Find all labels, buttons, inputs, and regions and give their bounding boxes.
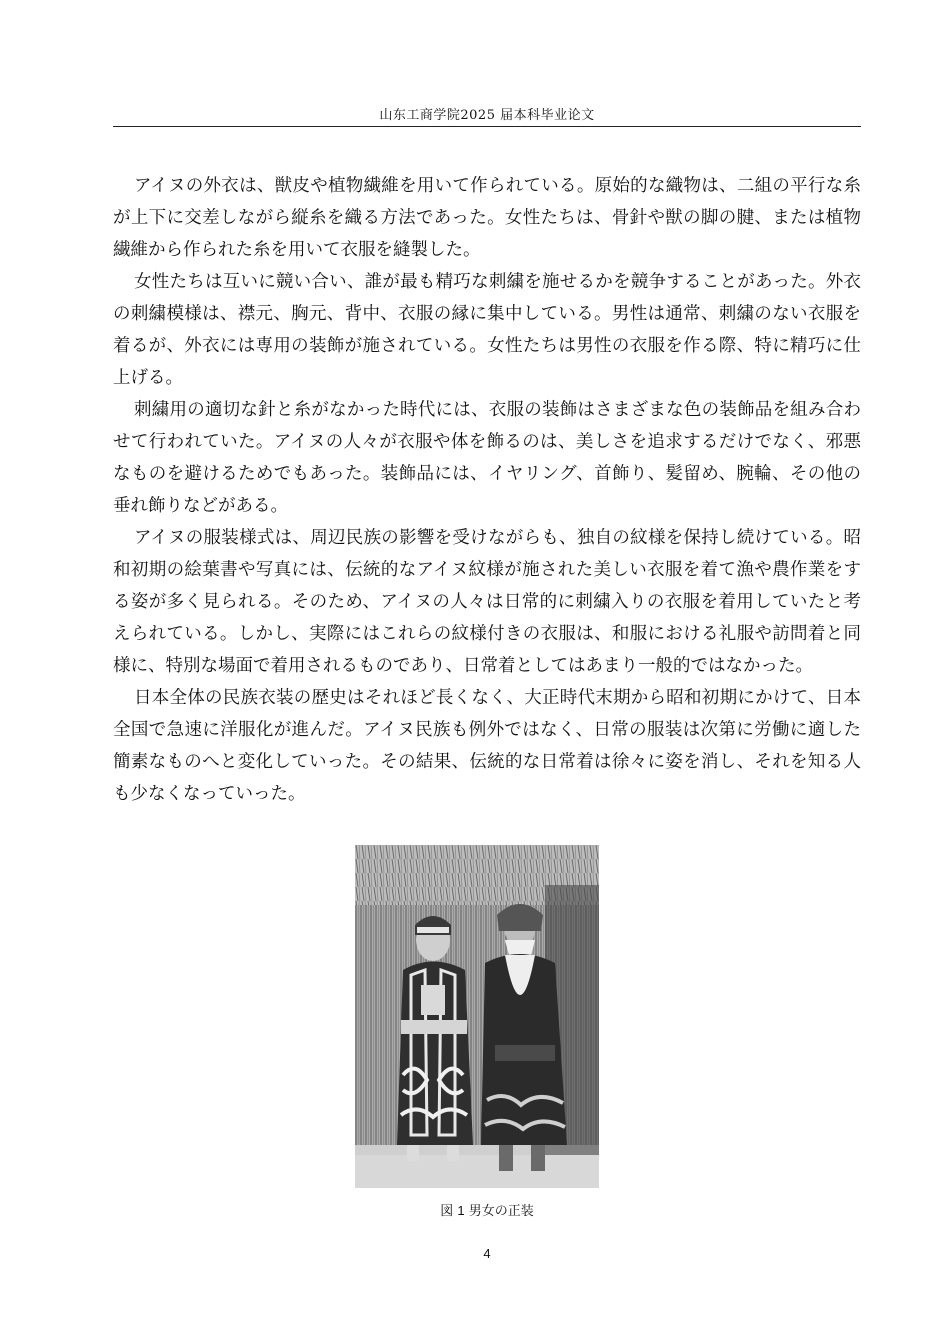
header-rule bbox=[113, 126, 861, 127]
page-header bbox=[113, 104, 861, 123]
caption-prefix: 図 bbox=[440, 1204, 454, 1219]
figure-caption bbox=[113, 1200, 861, 1219]
paragraph: 日本全体の民族衣装の歴史はそれほど長くなく、大正時代末期から昭和初期にかけて、日本全国で急速に洋服化が進んだ。アイヌ民族も例外ではなく、日常の服装は次第に労働に適した簡素なものへと変化していった。その結果、伝統的な日常着は徐々に姿を消し、それを知る人も少なくなっていった。 bbox=[113, 688, 861, 804]
photo-image bbox=[355, 845, 599, 1188]
body-text bbox=[113, 170, 861, 810]
paragraph: アイヌの外衣は、獣皮や植物繊維を用いて作られている。原始的な織物は、二組の平行な糸が上下に交差しながら縦糸を織る方法であった。女性たちは、骨針や獣の脚の腱、または植物繊維から作られた糸を用いて衣服を縫製した。 bbox=[113, 176, 861, 260]
page-number: 4 bbox=[483, 1246, 491, 1261]
paragraph: アイヌの服装様式は、周辺民族の影響を受けながらも、独自の紋様を保持し続けている。昭和初期の絵葉書や写真には、伝統的なアイヌ紋様が施された美しい衣服を着て漁や農作業をする姿が多く見られる。そのため、アイヌの人々は日常的に刺繍入りの衣服を着用していたと考えられている。しかし、実際にはこれらの紋様付きの衣服は、和服における礼服や訪問着と同様に、特別な場面で着用されるものであり、日常着としてはあまり一般的ではなかった。 bbox=[113, 528, 861, 676]
figure-photo bbox=[355, 845, 599, 1188]
header-title: 山东工商学院2025 届本科毕业论文 bbox=[379, 108, 595, 123]
paragraph: 女性たちは互いに競い合い、誰が最も精巧な刺繍を施せるかを競争することがあった。外衣の刺繍模様は、襟元、胸元、背中、衣服の縁に集中している。男性は通常、刺繍のない衣服を着るが、外衣には専用の装飾が施されている。女性たちは男性の衣服を作る際、特に精巧に仕上げる。 bbox=[113, 272, 861, 388]
paragraph: 刺繍用の適切な針と糸がなかった時代には、衣服の装飾はさまざまな色の装飾品を組み合わせて行われていた。アイヌの人々が衣服や体を飾るのは、美しさを追求するだけでなく、邪悪なものを避けるためでもあった。装飾品には、イヤリング、首飾り、髪留め、腕輪、その他の垂れ飾りなどがある。 bbox=[113, 400, 861, 516]
caption-text: 男女の正装 bbox=[468, 1204, 534, 1219]
caption-number: 1 bbox=[457, 1203, 465, 1218]
